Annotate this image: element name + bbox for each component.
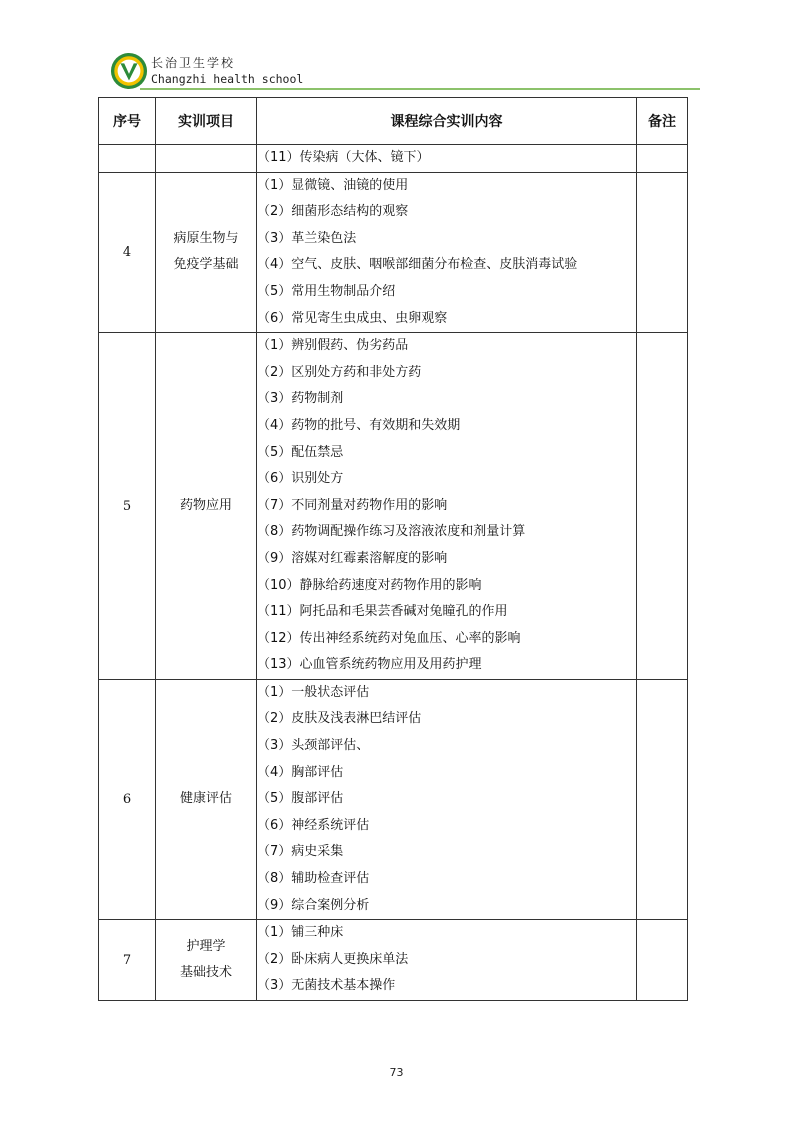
row-note [637, 333, 688, 680]
content-item: （3）药物制剂 [257, 391, 344, 407]
row-note [637, 172, 688, 333]
table-row [99, 333, 688, 680]
content-item: （9）溶媒对红霉素溶解度的影响 [257, 550, 448, 566]
content-item: （11）阿托品和毛果芸香碱对兔瞳孔的作用 [257, 604, 508, 620]
content-item: （2）卧床病人更换床单法 [257, 951, 409, 967]
row-note [637, 920, 688, 1001]
content-item: （1）显微镜、油镜的使用 [257, 177, 409, 193]
header-project: 实训项目 [156, 98, 257, 145]
row-index [99, 145, 156, 173]
content-item: （10）静脉给药速度对药物作用的影响 [257, 577, 482, 593]
row-content [257, 679, 637, 919]
content-item: （3）头颈部评估、 [257, 738, 370, 754]
row-project [156, 333, 257, 680]
row-content [257, 145, 637, 173]
row-content [257, 172, 637, 333]
row-note [637, 145, 688, 173]
row-project [156, 920, 257, 1001]
project-name-line: 基础技术 [179, 965, 232, 981]
content-item: （1）辨别假药、伪劣药品 [257, 338, 409, 354]
content-item: （12）传出神经系统药对兔血压、心率的影响 [257, 630, 521, 646]
row-project [156, 679, 257, 919]
content-item: （7）病史采集 [257, 844, 344, 860]
content-item: （4）空气、皮肤、咽喉部细菌分布检查、皮肤消毒试验 [257, 257, 578, 273]
project-name-line: 健康评估 [179, 791, 232, 807]
header-content: 课程综合实训内容 [257, 98, 637, 145]
content-item: （6）神经系统评估 [257, 817, 370, 833]
project-name-line: 免疫学基础 [173, 257, 239, 273]
content-item: （8）药物调配操作练习及溶液浓度和剂量计算 [257, 524, 526, 540]
school-name-chinese: 长治卫生学校 [151, 56, 236, 70]
content-item: （5）常用生物制品介绍 [257, 283, 396, 299]
content-item: （1）一般状态评估 [257, 684, 370, 700]
school-name-english: Changzhi health school [151, 72, 304, 86]
header-index: 序号 [99, 98, 156, 145]
project-name-line: 病原生物与 [173, 230, 239, 246]
content-item: （6）识别处方 [257, 471, 344, 487]
row-note [637, 679, 688, 919]
content-item: （2）区别处方药和非处方药 [257, 364, 422, 380]
table-row [99, 172, 688, 333]
content-item: （3）革兰染色法 [257, 230, 357, 246]
header-note: 备注 [637, 98, 688, 145]
content-item: （9）综合案例分析 [257, 897, 370, 913]
row-index: 4 [99, 172, 156, 333]
row-content [257, 920, 637, 1001]
school-logo-icon [110, 52, 148, 90]
header-divider [140, 88, 700, 90]
table-row [99, 679, 688, 919]
training-content-table [98, 97, 688, 1001]
table-row [99, 920, 688, 1001]
content-item: （7）不同剂量对药物作用的影响 [257, 497, 448, 513]
table-body [99, 145, 688, 1001]
page-number: 73 [389, 1066, 404, 1079]
content-item: （5）腹部评估 [257, 791, 344, 807]
row-index: 5 [99, 333, 156, 680]
table-header-row [99, 98, 688, 145]
content-item: （1）铺三种床 [257, 925, 344, 941]
table-row [99, 145, 688, 173]
project-name-line: 护理学 [186, 938, 226, 954]
project-name-line: 药物应用 [179, 497, 232, 513]
row-project [156, 145, 257, 173]
content-item: （4）胸部评估 [257, 764, 344, 780]
content-item: （8）辅助检查评估 [257, 871, 370, 887]
content-item: （5）配伍禁忌 [257, 444, 344, 460]
content-item: （6）常见寄生虫成虫、虫卵观察 [257, 310, 448, 326]
content-item: （2）皮肤及浅表淋巴结评估 [257, 711, 422, 727]
row-project [156, 172, 257, 333]
row-index: 7 [99, 920, 156, 1001]
row-content [257, 333, 637, 680]
content-item: （3）无菌技术基本操作 [257, 978, 396, 994]
content-item: （2）细菌形态结构的观察 [257, 204, 409, 220]
content-item: （11）传染病（大体、镜下） [257, 150, 430, 165]
content-item: （4）药物的批号、有效期和失效期 [257, 417, 461, 433]
row-index: 6 [99, 679, 156, 919]
content-item: （13）心血管系统药物应用及用药护理 [257, 657, 482, 673]
